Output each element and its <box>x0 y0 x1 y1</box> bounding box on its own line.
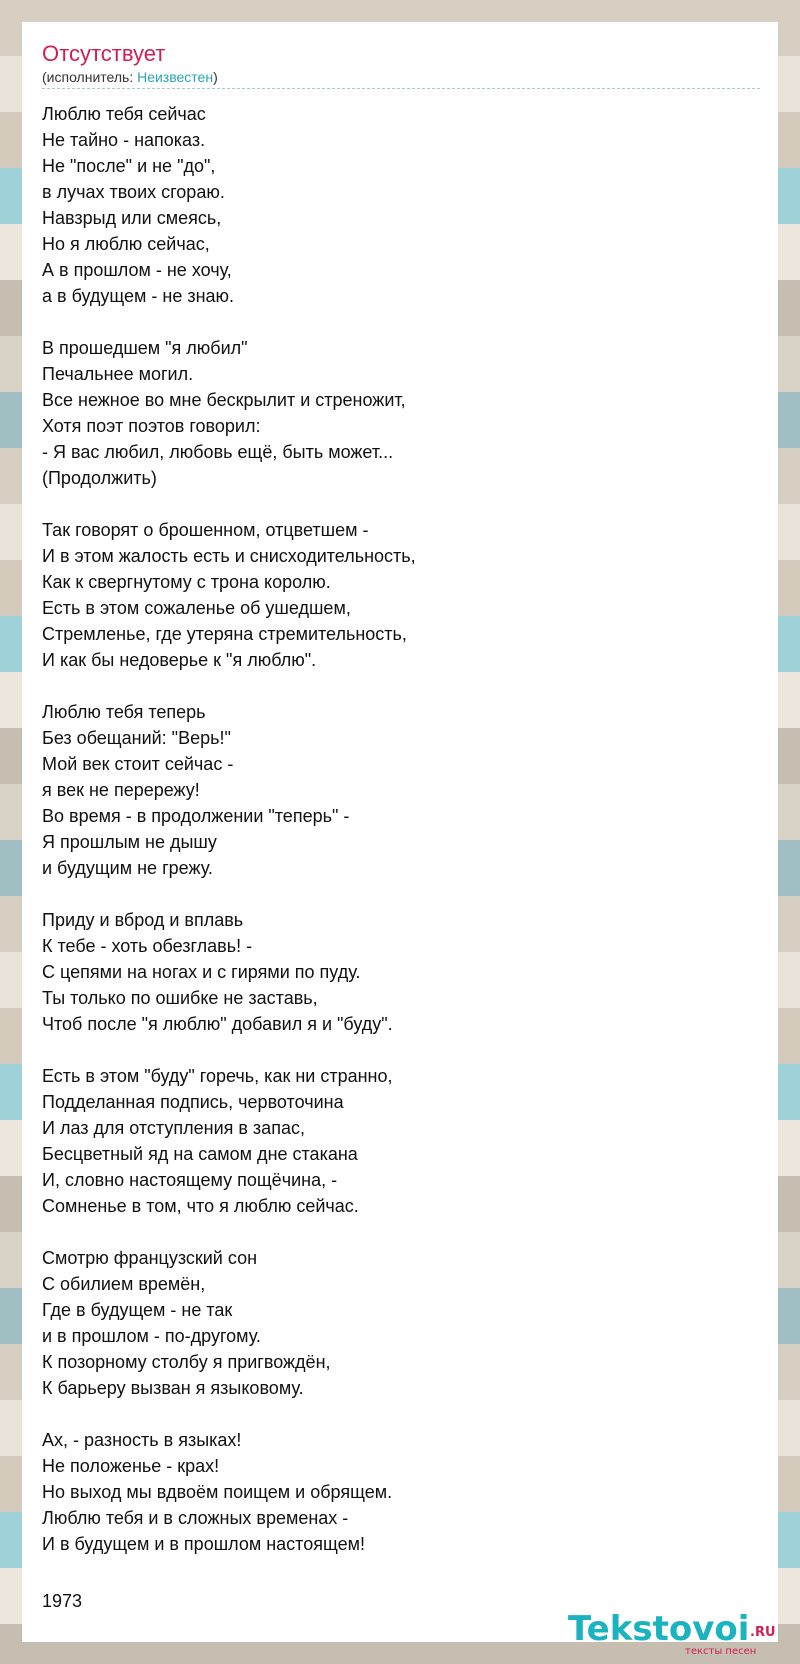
lyric-line: Печальнее могил. <box>42 364 194 384</box>
lyric-line: В прошедшем "я любил" <box>42 338 248 358</box>
lyric-line: И как бы недоверье к "я люблю". <box>42 650 317 670</box>
lyric-line: Стремленье, где утеряна стремительность, <box>42 624 407 644</box>
lyric-line: И, словно настоящему пощёчина, - <box>42 1170 338 1190</box>
lyric-line: Навзрыд или смеясь, <box>42 208 222 228</box>
lyric-line: Есть в этом сожаленье об ушедшем, <box>42 598 351 618</box>
lyrics-card <box>22 22 778 1657</box>
lyric-line: Бесцветный яд на самом дне стакана <box>42 1144 358 1164</box>
lyric-line: Без обещаний: "Верь!" <box>42 728 231 748</box>
lyric-line: а в будущем - не знаю. <box>42 286 235 306</box>
stanza-gap <box>42 673 758 699</box>
lyric-line: Так говорят о брошенном, отцветшем - <box>42 520 369 540</box>
logo-tagline: тексты песен <box>685 1646 757 1657</box>
lyric-line: Чтоб после "я люблю" добавил я и "буду". <box>42 1014 393 1034</box>
site-logo[interactable] <box>568 1609 776 1658</box>
lyric-line: Не "после" и не "до", <box>42 156 216 176</box>
logo-tld: .RU <box>750 1625 776 1640</box>
lyric-line: и будущим не грежу. <box>42 858 213 878</box>
lyric-line: Мой век стоит сейчас - <box>42 754 234 774</box>
lyric-line: Сомненье в том, что я люблю сейчас. <box>42 1196 359 1216</box>
lyric-line: А в прошлом - не хочу, <box>42 260 232 280</box>
lyric-line: Не положенье - крах! <box>42 1456 220 1476</box>
lyric-line: Но выход мы вдвоём поищем и обрящем. <box>42 1482 393 1502</box>
lyric-line: С цепями на ногах и с гирями по пуду. <box>42 962 361 982</box>
stanza-gap <box>42 1219 758 1245</box>
lyric-line: Во время - в продолжении "теперь" - <box>42 806 350 826</box>
song-title: Отсутствует <box>42 41 166 66</box>
lyric-line: И лаз для отступления в запас, <box>42 1118 305 1138</box>
lyric-line: Но я люблю сейчас, <box>42 234 210 254</box>
lyric-line: (Продолжить) <box>42 468 157 488</box>
performer-line <box>42 68 760 89</box>
lyric-line: я век не перережу! <box>42 780 200 800</box>
stanza-gap <box>42 491 758 517</box>
lyric-line: Ты только по ошибке не заставь, <box>42 988 318 1008</box>
lyric-line: Подделанная подпись, червоточина <box>42 1092 344 1112</box>
stanza-gap <box>42 1037 758 1063</box>
lyric-line: К барьеру вызван я языковому. <box>42 1378 304 1398</box>
lyric-line: Ах, - разность в языках! <box>42 1430 242 1450</box>
artist-link[interactable]: Неизвестен <box>137 69 214 85</box>
lyric-line: и в прошлом - по-другому. <box>42 1326 261 1346</box>
lyric-line: Люблю тебя сейчас <box>42 104 206 124</box>
lyric-line: И в этом жалость есть и снисходительность, <box>42 546 416 566</box>
lyric-line: Все нежное во мне бескрылит и стреножит, <box>42 390 406 410</box>
lyric-line: К позорному столбу я пригвождён, <box>42 1352 331 1372</box>
song-year: 1973 <box>42 1591 83 1611</box>
lyric-line: И в будущем и в прошлом настоящем! <box>42 1534 365 1554</box>
lyrics-text <box>42 101 758 1557</box>
lyric-line: Люблю тебя теперь <box>42 702 206 722</box>
lyric-line: К тебе - хоть обезглавь! - <box>42 936 253 956</box>
performer-suffix: ) <box>213 69 218 85</box>
lyric-line: Приду и вброд и вплавь <box>42 910 244 930</box>
lyric-line: Я прошлым не дышу <box>42 832 217 852</box>
lyric-line: Есть в этом "буду" горечь, как ни странно, <box>42 1066 393 1086</box>
stanza-gap <box>42 1401 758 1427</box>
stanza-gap <box>42 309 758 335</box>
performer-prefix: (исполнитель: <box>42 69 138 85</box>
lyric-line: Хотя поэт поэтов говорил: <box>42 416 261 436</box>
lyric-line: С обилием времён, <box>42 1274 206 1294</box>
lyric-line: Не тайно - напоказ. <box>42 130 206 150</box>
lyric-line: Где в будущем - не так <box>42 1300 233 1320</box>
lyric-line: Смотрю французский сон <box>42 1248 258 1268</box>
lyric-line: Как к свергнутому с трона королю. <box>42 572 331 592</box>
logo-wordmark: Tekstovoi <box>568 1609 750 1649</box>
stanza-gap <box>42 881 758 907</box>
lyric-line: Люблю тебя и в сложных временах - <box>42 1508 349 1528</box>
lyric-line: - Я вас любил, любовь ещё, быть может... <box>42 442 394 462</box>
lyric-line: в лучах твоих сгораю. <box>42 182 225 202</box>
